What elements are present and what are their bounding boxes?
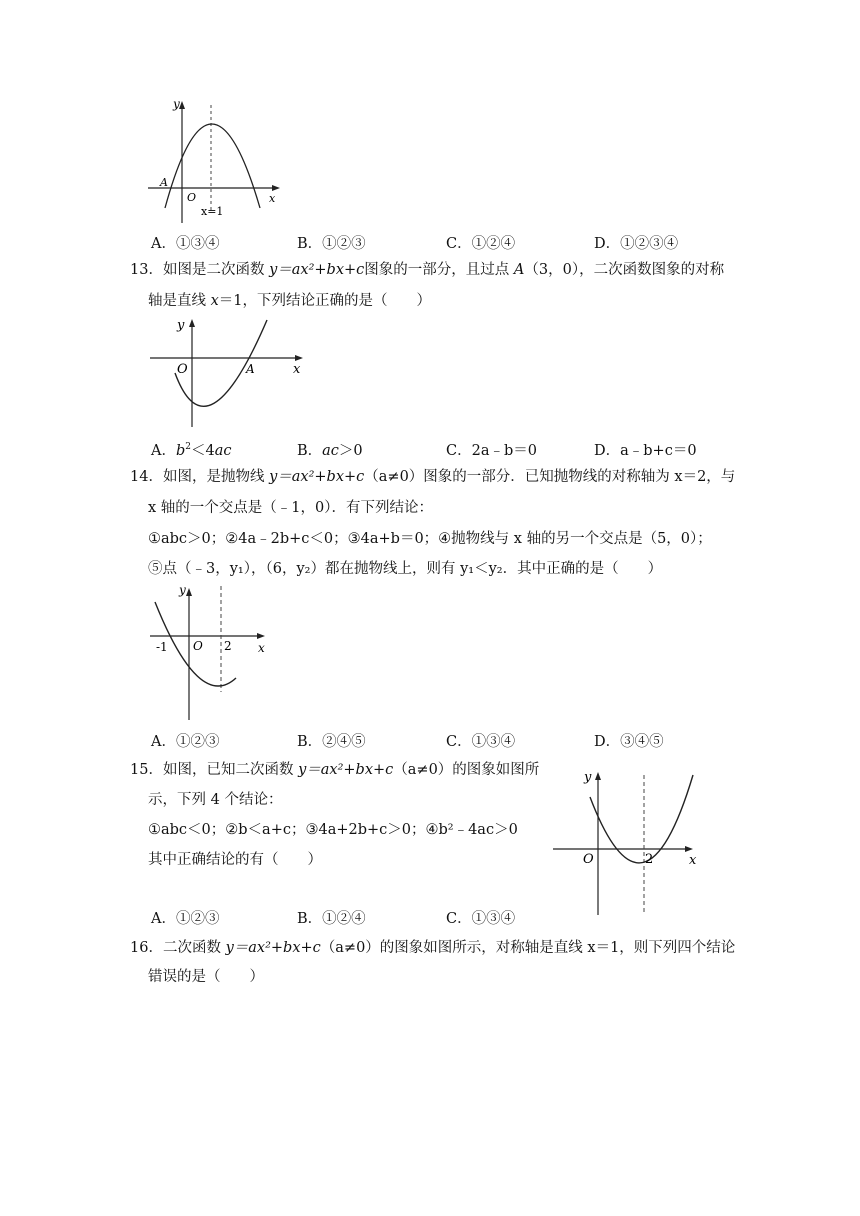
q12-axis-label: x=1 (201, 205, 224, 218)
q15-option-c[interactable]: C．①③④ (446, 911, 516, 927)
q15-formula: y＝ax²+bx+c (298, 762, 394, 778)
q13-formula: y＝ax²+bx+c (269, 262, 365, 278)
q12-origin-label: O (187, 191, 197, 204)
q14-x-label: x (258, 641, 265, 655)
q13-a-label: A (246, 362, 255, 376)
q14-neg1-label: -1 (156, 640, 168, 654)
q13-y-arrow (189, 319, 195, 327)
q15-two-label: 2 (645, 852, 654, 867)
q14-conditions-line: ①abc＞0；②4a﹣2b+c＜0；③4a+b＝0；④抛物线与 x 轴的另一个交点是（5，0）； (148, 531, 712, 547)
q13-option-a[interactable]: A．$b^2<4ac$ (151, 442, 232, 459)
q14-stem-line1: 14．如图，是抛物线 y＝ax²+bx+c（a≠0）图象的一部分．已知抛物线的对称轴为 x＝2，与 (130, 469, 736, 485)
q15-y-label: y (584, 770, 592, 785)
q15-number: 15． (130, 762, 163, 778)
q16-formula: y＝ax²+bx+c (225, 940, 321, 956)
q13-option-d[interactable]: D．a﹣b+c＝0 (594, 443, 697, 459)
q13-y-label: y (177, 318, 185, 333)
q12-y-arrow (179, 101, 185, 109)
q14-y-arrow (186, 588, 192, 596)
q13-option-c[interactable]: C．2a﹣b＝0 (446, 443, 537, 459)
q13-stem-line1: 13．如图是二次函数 y＝ax²+bx+c图象的一部分，且过点 A（3，0），二次函数图象的对称 (130, 262, 725, 278)
q15-stem-line2: 示，下列 4 个结论： (148, 792, 283, 808)
q14-y-label: y (179, 583, 186, 597)
q12-option-a[interactable]: A．①③④ (151, 236, 220, 252)
q13-x-label: x (293, 362, 301, 377)
q13-stem-line2: 轴是直线 x＝1，下列结论正确的是（ ） (148, 293, 432, 309)
q15-parabola-curve (590, 775, 693, 863)
q13-origin-label: O (177, 362, 188, 377)
q15-origin-label: O (583, 852, 594, 867)
q15-option-a[interactable]: A．①②③ (151, 911, 220, 927)
q12-x-arrow (272, 185, 280, 191)
q13-number: 13． (130, 262, 163, 278)
q12-option-c[interactable]: C．①②④ (446, 236, 516, 252)
q15-parabola-graph (545, 763, 710, 918)
q14-option-c[interactable]: C．①③④ (446, 734, 516, 750)
q16-stem-line1: 16．二次函数 y＝ax²+bx+c（a≠0）的图象如图所示，对称轴是直线 x＝1，则下列四个结论 (130, 940, 736, 956)
q12-a-label: A (160, 176, 168, 189)
q14-number: 14． (130, 469, 163, 485)
q15-x-arrow (685, 846, 693, 852)
q14-x-arrow (257, 633, 265, 639)
q14-formula: y＝ax²+bx+c (269, 469, 365, 485)
q12-option-d[interactable]: D．①②③④ (594, 236, 679, 252)
q15-stem-line1: 15．如图，已知二次函数 y＝ax²+bx+c（a≠0）的图象如图所 (130, 762, 540, 778)
q14-option-a[interactable]: A．①②③ (151, 734, 220, 750)
q13-option-b[interactable]: B．ac＞0 (297, 443, 363, 459)
q12-parabola-graph (140, 95, 290, 230)
q14-origin-label: O (193, 639, 203, 653)
q14-option-d[interactable]: D．③④⑤ (594, 734, 664, 750)
q15-x-label: x (689, 853, 697, 868)
q13-x-arrow (295, 355, 303, 361)
q16-stem-line2: 错误的是（ ） (148, 969, 264, 985)
q15-stem-line4: 其中正确结论的有（ ） (148, 852, 322, 868)
q14-parabola-graph (145, 582, 275, 722)
q14-two-label: 2 (224, 639, 232, 653)
q14-stem-line4: ⑤点（﹣3，y₁），（6，y₂）都在抛物线上，则有 y₁＜y₂．其中正确的是（ ） (148, 561, 663, 577)
q14-stem-line2: x 轴的一个交点是（﹣1，0）．有下列结论： (148, 500, 433, 516)
q16-number: 16． (130, 940, 163, 956)
q15-conditions-line: ①abc＜0；②b＜a+c；③4a+2b+c＞0；④b²﹣4ac＞0 (148, 822, 518, 838)
q15-y-arrow (595, 772, 601, 780)
q15-option-b[interactable]: B．①②④ (297, 911, 366, 927)
q12-y-label: y (173, 97, 180, 111)
q12-option-b[interactable]: B．①②③ (297, 236, 366, 252)
q12-x-label: x (269, 192, 276, 205)
q12-parabola-curve (165, 124, 260, 208)
q14-option-b[interactable]: B．②④⑤ (297, 734, 366, 750)
q13-parabola-graph (145, 315, 310, 430)
